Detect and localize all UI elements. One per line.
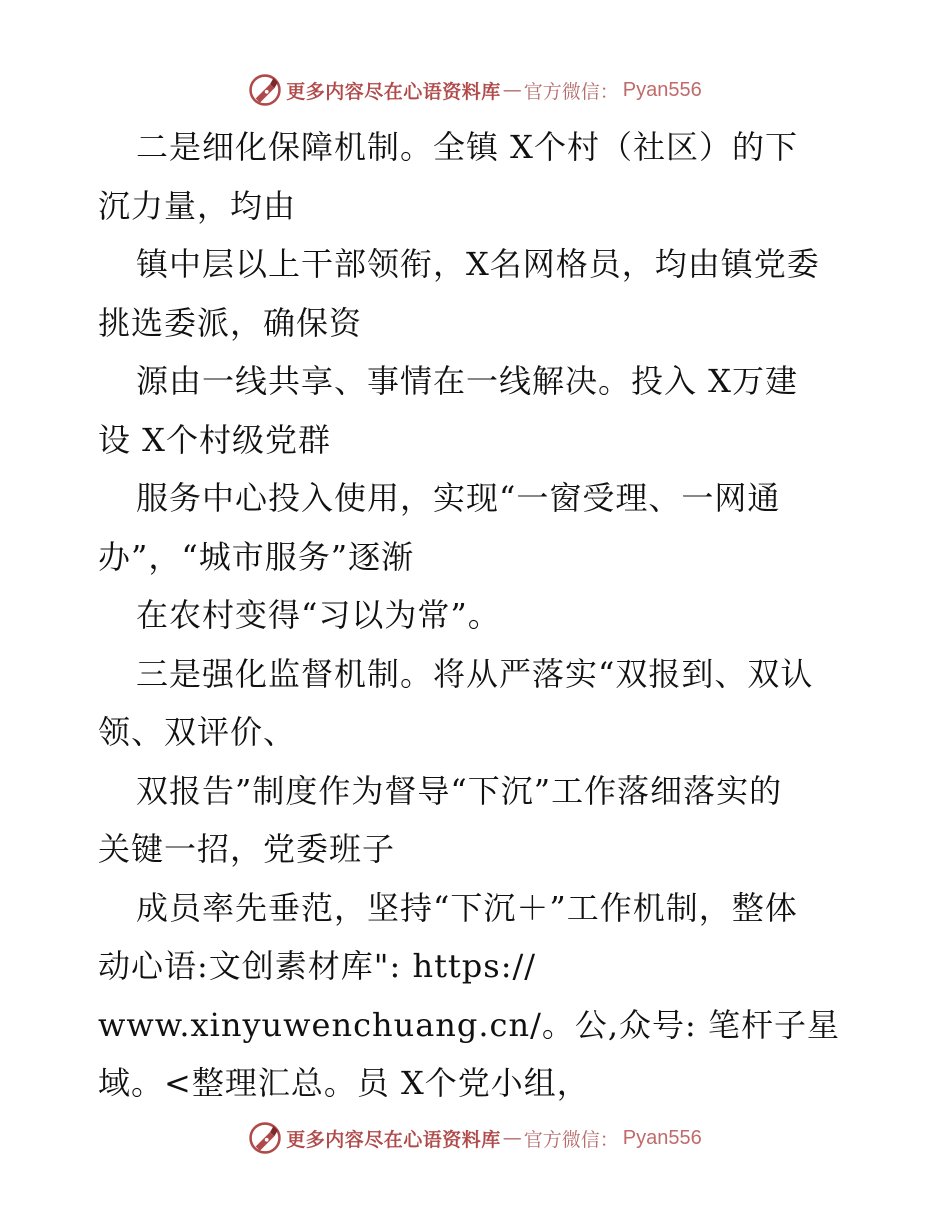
document-body (98, 118, 858, 1113)
pen-nib-logo-icon (248, 1121, 282, 1155)
text-line: 动心语:文创素材库": https:// (98, 947, 537, 985)
text-line: 二是细化保障机制。全镇 X个村（社区）的下 (136, 128, 798, 166)
text-line: 镇中层以上干部领衔，X名网格员，均由镇党委 (136, 245, 820, 283)
text-line: 沉力量，均由 (98, 186, 297, 225)
banner-separator: — (502, 79, 522, 101)
text-line: 关键一招，党委班子 (98, 830, 396, 868)
text-line: 三是强化监督机制。将从严落实“双报到、双认 (136, 654, 814, 693)
banner-title: 更多内容尽在心语资料库 (286, 1128, 501, 1151)
text-line: 源由一线共享、事情在一线解决。投入 X万建 (136, 362, 798, 400)
banner-account: Pyan556 (622, 78, 702, 101)
footer-banner (0, 1118, 950, 1158)
text-line: 办”，“城市服务”逐渐 (98, 537, 415, 576)
text-line: 领、双评价、 (98, 713, 297, 751)
banner-title: 更多内容尽在心语资料库 (286, 80, 501, 103)
text-line: 服务中心投入使用，实现“一窗受理、一网通 (136, 479, 781, 517)
banner-subtitle: 官方微信： (523, 80, 619, 103)
banner-account: Pyan556 (622, 1126, 702, 1149)
header-banner (0, 70, 950, 110)
text-line: 挑选委派，确保资 (98, 303, 363, 342)
banner-subtitle: 官方微信： (523, 1128, 619, 1151)
text-line: 在农村变得“习以为常”。 (136, 596, 501, 634)
text-line: 设 X个村级党群 (98, 420, 331, 459)
text-line: www.xinyuwenchuang.cn/。公,众号: 笔杆子星 (98, 1005, 840, 1044)
pen-nib-logo-icon (248, 73, 282, 107)
text-line: 双报告”制度作为督导“下沉”工作落细落实的 (136, 771, 783, 810)
text-line: 成员率先垂范，坚持“下沉＋”工作机制，整体 (136, 888, 798, 927)
banner-separator: — (502, 1127, 522, 1149)
text-line: 域。<整理汇总。员 X个党小组， (98, 1064, 590, 1102)
